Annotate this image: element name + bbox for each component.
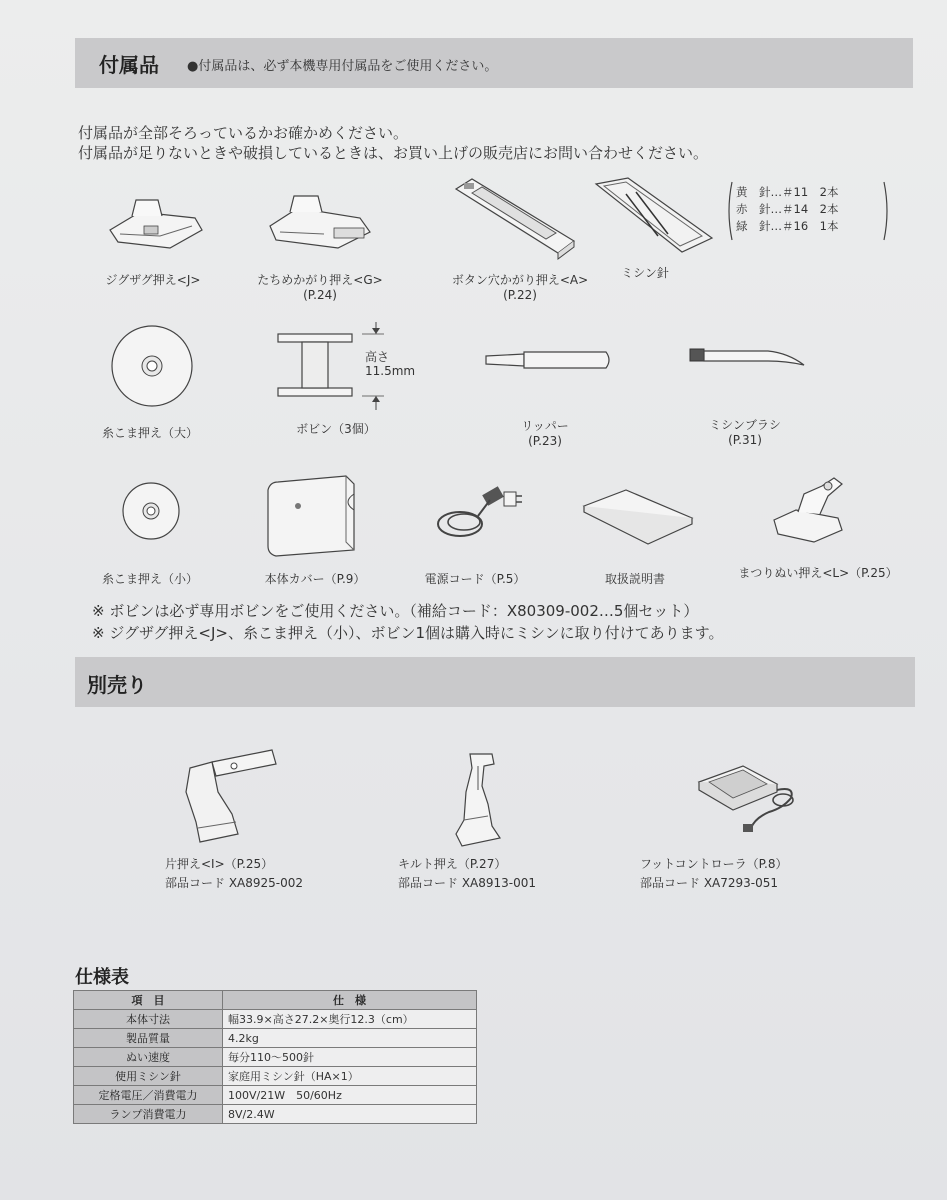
- blind-hem-foot-image: [768, 472, 848, 547]
- accessories-note: ●付属品は、必ず本機専用付属品をご使用ください。: [187, 59, 498, 74]
- foot-controller-image: [695, 762, 805, 837]
- power-cord-label: 電源コード（P.5）: [424, 572, 526, 586]
- quilting-foot-label: キルト押え（P.27）: [398, 857, 507, 871]
- brush-label: ミシンブラシ: [709, 418, 781, 432]
- dust-cover-image: [262, 470, 362, 560]
- needle-row: 緑 針…＃16 1本: [736, 219, 839, 233]
- buttonhole-foot-ref: (P.22): [503, 288, 537, 302]
- spool-cap-large-label: 糸こま押え（大）: [101, 426, 198, 440]
- spool-cap-small-label: 糸こま押え（小）: [101, 572, 198, 586]
- spec-value: 毎分110～500針: [223, 1048, 477, 1067]
- spec-value: 8V/2.4W: [223, 1105, 477, 1124]
- zigzag-foot-image: [100, 190, 210, 260]
- power-cord-image: [430, 478, 525, 548]
- seam-ripper-ref: (P.23): [528, 434, 562, 448]
- brush-ref: (P.31): [728, 433, 762, 447]
- foot-controller-label: フットコントローラ（P.8）: [640, 857, 788, 871]
- table-row: [74, 1010, 477, 1029]
- spec-value: 家庭用ミシン針（HA×1）: [223, 1067, 477, 1086]
- table-row: [74, 1105, 477, 1124]
- spool-cap-large-image: [108, 322, 196, 410]
- spec-value: 100V/21W 50/60Hz: [223, 1086, 477, 1105]
- overcasting-foot-label: たちめかがり押え<G>: [257, 273, 383, 287]
- needle-row: 黄 針…＃11 2本: [736, 185, 839, 199]
- needle-list: [724, 180, 892, 242]
- specs-title: 仕様表: [75, 967, 129, 988]
- specs-header-spec: 仕 様: [223, 991, 477, 1010]
- overcasting-foot-image: [262, 188, 377, 260]
- specs-table: [73, 990, 477, 1124]
- spec-item: ぬい速度: [74, 1048, 223, 1067]
- dust-cover-label: 本体カバー（P.9）: [264, 572, 366, 586]
- intro-line-2: 付属品が足りないときや破損しているときは、お買い上げの販売店にお問い合わせください。: [78, 144, 709, 162]
- spec-item: 本体寸法: [74, 1010, 223, 1029]
- quilting-foot-image: [448, 750, 508, 850]
- seam-ripper-image: [484, 348, 614, 372]
- accessories-header: [75, 38, 913, 88]
- seam-ripper-label: リッパー: [521, 419, 569, 433]
- quilting-foot-code: 部品コード XA8913-001: [398, 876, 537, 890]
- spec-item: 定格電圧／消費電力: [74, 1086, 223, 1105]
- optional-title: 別売り: [87, 673, 147, 697]
- footnote-1: ※ ボビンは必ず専用ボビンをご使用ください。（補給コード：X80309-002…5個セット）: [92, 602, 699, 620]
- accessories-title: 付属品: [99, 53, 159, 77]
- needle-row: 赤 針…＃14 2本: [736, 202, 839, 216]
- needle-pack-label: ミシン針: [621, 266, 669, 280]
- needle-pack-image: [592, 176, 717, 256]
- side-foot-image: [176, 742, 286, 847]
- brush-image: [688, 345, 808, 371]
- specs-header-row: [74, 991, 477, 1010]
- blind-hem-foot-label: まつりぬい押え<L>（P.25）: [738, 566, 898, 580]
- table-row: [74, 1086, 477, 1105]
- spec-value: 4.2kg: [223, 1029, 477, 1048]
- optional-header: [75, 657, 915, 707]
- spec-item: ランプ消費電力: [74, 1105, 223, 1124]
- side-foot-code: 部品コード XA8925-002: [165, 876, 304, 890]
- bobbin-height-value: 11.5mm: [365, 364, 416, 378]
- side-foot-label: 片押え<I>（P.25）: [165, 857, 274, 871]
- footnote-2: ※ ジグザグ押え<J>、糸こま押え（小）、ボビン1個は購入時にミシンに取り付けてあります。: [92, 624, 724, 642]
- table-row: [74, 1048, 477, 1067]
- specs-header-item: 項 目: [74, 991, 223, 1010]
- intro-line-1: 付属品が全部そろっているかお確かめください。: [78, 124, 409, 142]
- spec-item: 使用ミシン針: [74, 1067, 223, 1086]
- manual-book-image: [580, 488, 695, 548]
- bobbin-height-label: 高さ: [365, 350, 390, 364]
- bobbin-label: ボビン（3個）: [296, 422, 376, 436]
- table-row: [74, 1067, 477, 1086]
- buttonhole-foot-label: ボタン穴かがり押え<A>: [451, 273, 589, 287]
- spec-item: 製品質量: [74, 1029, 223, 1048]
- zigzag-foot-label: ジグザグ押え<J>: [105, 273, 201, 287]
- foot-controller-code: 部品コード XA7293-051: [640, 876, 779, 890]
- spec-value: 幅33.9×高さ27.2×奥行12.3（cm）: [223, 1010, 477, 1029]
- overcasting-foot-ref: (P.24): [303, 288, 337, 302]
- buttonhole-foot-image: [450, 175, 580, 265]
- spool-cap-small-image: [120, 480, 182, 542]
- manual-book-label: 取扱説明書: [604, 572, 665, 586]
- table-row: [74, 1029, 477, 1048]
